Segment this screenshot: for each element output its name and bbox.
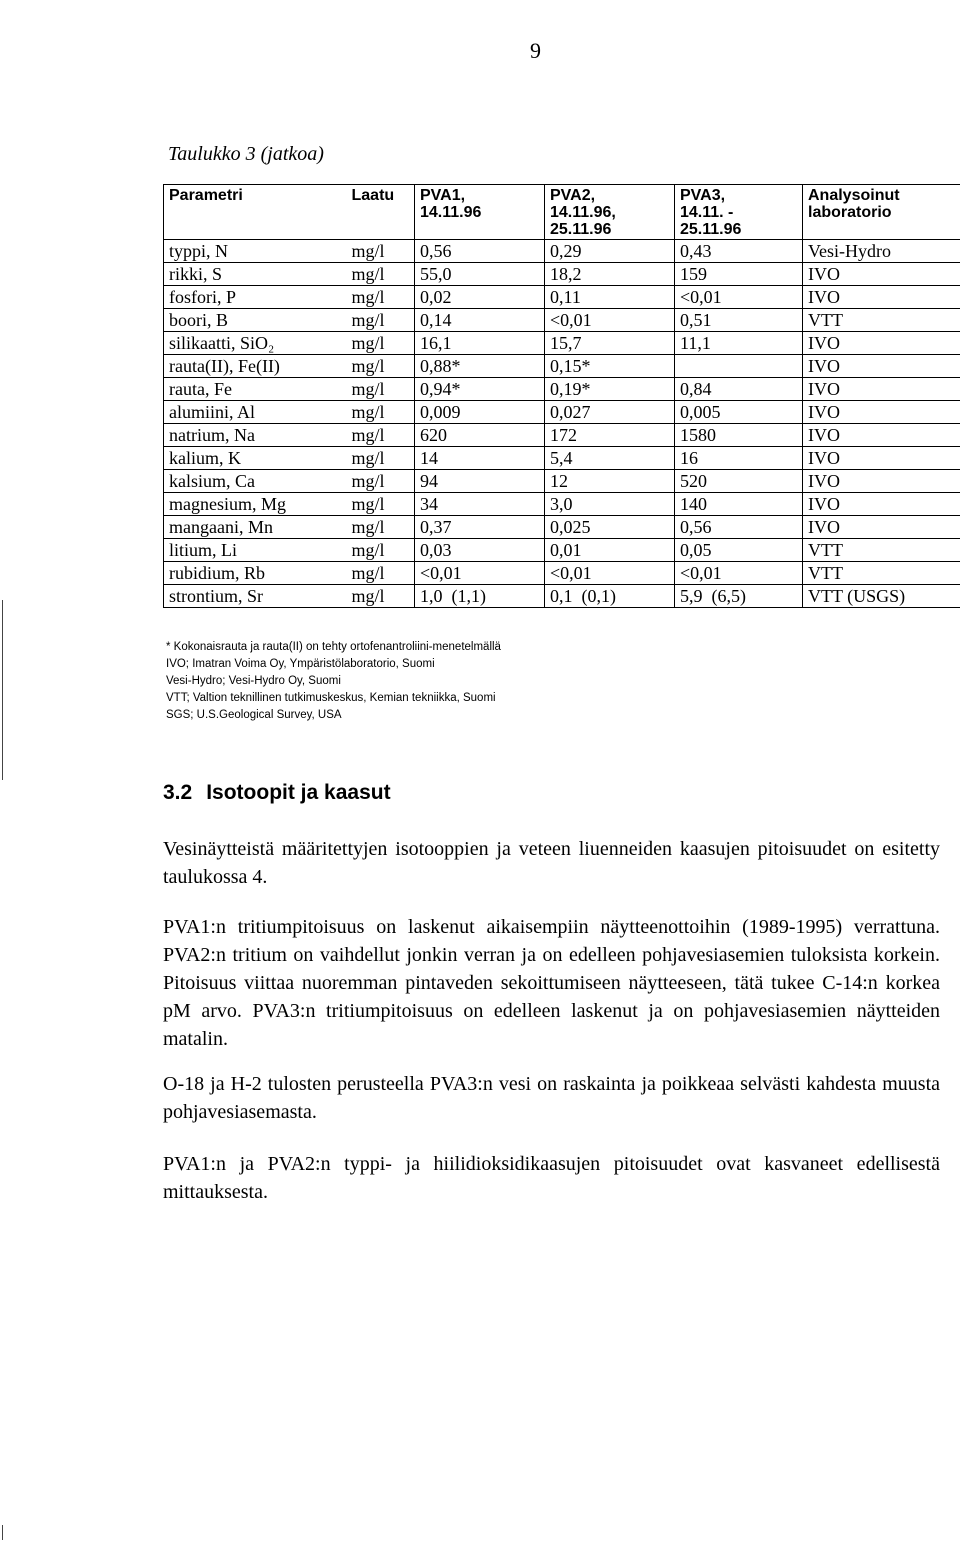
value-cell: 16,1 — [415, 332, 545, 355]
laboratory-cell: IVO — [803, 378, 960, 401]
column-header — [164, 185, 347, 240]
table-row — [164, 447, 960, 470]
unit-cell: mg/l — [347, 286, 415, 309]
value-cell: 0,027 — [545, 401, 675, 424]
column-header-line: 14.11.96, — [550, 204, 616, 221]
column-header — [675, 185, 803, 240]
column-header-line: laboratorio — [808, 204, 892, 221]
value-cell: 0,29 — [545, 240, 675, 263]
value-cell: <0,01 — [675, 286, 803, 309]
laboratory-cell: VTT (USGS) — [803, 585, 960, 608]
column-header — [803, 185, 960, 240]
parameter-cell: kalium, K — [164, 447, 347, 470]
parameter-cell: rauta, Fe — [164, 378, 347, 401]
parameter-cell: rikki, S — [164, 263, 347, 286]
table-row — [164, 355, 960, 378]
value-cell: 14 — [415, 447, 545, 470]
column-header-line: PVA3, — [680, 187, 726, 204]
value-cell: 5,9 (6,5) — [675, 585, 803, 608]
value-cell — [675, 355, 803, 378]
laboratory-cell: IVO — [803, 493, 960, 516]
unit-cell: mg/l — [347, 401, 415, 424]
parameter-cell: silikaatti, SiO₂ — [164, 332, 347, 355]
value-cell: 0,005 — [675, 401, 803, 424]
unit-cell: mg/l — [347, 447, 415, 470]
margin-rule — [2, 600, 3, 780]
laboratory-cell: VTT — [803, 562, 960, 585]
value-cell: 11,1 — [675, 332, 803, 355]
laboratory-cell: IVO — [803, 447, 960, 470]
table-header-row — [164, 185, 960, 240]
section-heading — [163, 781, 391, 805]
value-cell: 159 — [675, 263, 803, 286]
unit-cell: mg/l — [347, 470, 415, 493]
laboratory-cell: IVO — [803, 286, 960, 309]
unit-cell: mg/l — [347, 309, 415, 332]
value-cell: 0,19* — [545, 378, 675, 401]
value-cell: 620 — [415, 424, 545, 447]
value-cell: 0,009 — [415, 401, 545, 424]
parameter-cell: rauta(II), Fe(II) — [164, 355, 347, 378]
parameter-cell: kalsium, Ca — [164, 470, 347, 493]
column-header-line: 25.11.96 — [680, 221, 742, 238]
laboratory-cell: IVO — [803, 332, 960, 355]
column-header — [415, 185, 545, 240]
table-row — [164, 263, 960, 286]
unit-cell: mg/l — [347, 378, 415, 401]
parameter-cell: typpi, N — [164, 240, 347, 263]
value-cell: 0,43 — [675, 240, 803, 263]
value-cell: <0,01 — [415, 562, 545, 585]
unit-cell: mg/l — [347, 585, 415, 608]
laboratory-cell: IVO — [803, 470, 960, 493]
column-header-line: Parametri — [169, 187, 243, 204]
unit-cell: mg/l — [347, 355, 415, 378]
value-cell: 520 — [675, 470, 803, 493]
value-cell: 1,0 (1,1) — [415, 585, 545, 608]
column-header-line: 14.11. - — [680, 204, 734, 221]
column-header-line: PVA2, — [550, 187, 596, 204]
table-row — [164, 286, 960, 309]
laboratory-cell: Vesi-Hydro — [803, 240, 960, 263]
table-row — [164, 309, 960, 332]
value-cell: <0,01 — [675, 562, 803, 585]
laboratory-cell: IVO — [803, 355, 960, 378]
value-cell: 16 — [675, 447, 803, 470]
table-row — [164, 562, 960, 585]
column-header-line: PVA1, — [420, 187, 466, 204]
table-row — [164, 401, 960, 424]
table-caption: Taulukko 3 (jatkoa) — [168, 143, 324, 165]
analysis-table — [163, 184, 960, 608]
value-cell: 0,05 — [675, 539, 803, 562]
value-cell: 0,03 — [415, 539, 545, 562]
value-cell: 0,51 — [675, 309, 803, 332]
body-paragraph: Vesinäytteistä määritettyjen isotooppien ja veteen liuenneiden kaasujen pitoisuudet on esitetty taulukossa 4. — [163, 838, 940, 888]
table-body — [164, 240, 960, 608]
parameter-cell: fosfori, P — [164, 286, 347, 309]
value-cell: 5,4 — [545, 447, 675, 470]
value-cell: 0,02 — [415, 286, 545, 309]
page-number: 9 — [530, 38, 541, 63]
value-cell: 0,84 — [675, 378, 803, 401]
value-cell: 15,7 — [545, 332, 675, 355]
table-row — [164, 539, 960, 562]
parameter-cell: rubidium, Rb — [164, 562, 347, 585]
value-cell: 94 — [415, 470, 545, 493]
value-cell: 0,94* — [415, 378, 545, 401]
value-cell: 0,01 — [545, 539, 675, 562]
body-paragraph: PVA1:n tritiumpitoisuus on laskenut aikaisempiin näytteenottoihin (1989-1995) verrattuna. PVA2:n tritium on vaihdellut jonkin verran ja on edelleen pohjavesiasemien tuloksista korkein. Pitoisuus viittaa nuoremman pintaveden sekoittumiseen näytteeseen, tätä tukee C-14:n korkea pM arvo. PVA3:n tritiumpitoisuus on edelleen laskenut ja on pohjavesiasemien näytteiden matalin. — [163, 916, 940, 1050]
value-cell: 34 — [415, 493, 545, 516]
laboratory-cell: VTT — [803, 539, 960, 562]
section-number: 3.2 — [163, 781, 193, 804]
footnote-line: SGS; U.S.Geological Survey, USA — [166, 709, 342, 721]
column-header-line: 25.11.96 — [550, 221, 612, 238]
table-row — [164, 424, 960, 447]
value-cell: 0,88* — [415, 355, 545, 378]
laboratory-cell: IVO — [803, 516, 960, 539]
value-cell: 12 — [545, 470, 675, 493]
value-cell: 172 — [545, 424, 675, 447]
unit-cell: mg/l — [347, 424, 415, 447]
value-cell: 1580 — [675, 424, 803, 447]
unit-cell: mg/l — [347, 539, 415, 562]
value-cell: <0,01 — [545, 309, 675, 332]
column-header-line: Analysoinut — [808, 187, 900, 204]
value-cell: 18,2 — [545, 263, 675, 286]
value-cell: 3,0 — [545, 493, 675, 516]
unit-cell: mg/l — [347, 263, 415, 286]
table-footnotes — [166, 639, 501, 724]
unit-cell: mg/l — [347, 562, 415, 585]
laboratory-cell: IVO — [803, 424, 960, 447]
parameter-cell: natrium, Na — [164, 424, 347, 447]
column-header — [545, 185, 675, 240]
value-cell: 0,37 — [415, 516, 545, 539]
footnote-line: IVO; Imatran Voima Oy, Ympäristölaboratorio, Suomi — [166, 658, 435, 670]
value-cell: 0,1 (0,1) — [545, 585, 675, 608]
parameter-cell: boori, B — [164, 309, 347, 332]
parameter-cell: mangaani, Mn — [164, 516, 347, 539]
value-cell: 0,11 — [545, 286, 675, 309]
value-cell: 55,0 — [415, 263, 545, 286]
section-title: Isotoopit ja kaasut — [206, 781, 391, 804]
table-row — [164, 470, 960, 493]
parameter-cell: strontium, Sr — [164, 585, 347, 608]
table-row — [164, 378, 960, 401]
unit-cell: mg/l — [347, 516, 415, 539]
column-header-line: Laatu — [351, 187, 395, 204]
laboratory-cell: IVO — [803, 401, 960, 424]
value-cell: 140 — [675, 493, 803, 516]
table-row — [164, 493, 960, 516]
value-cell: 0,56 — [415, 240, 545, 263]
body-paragraph: O-18 ja H-2 tulosten perusteella PVA3:n vesi on raskainta ja poikkeaa selvästi kahdesta muusta pohjavesiasemasta. — [163, 1073, 940, 1123]
parameter-cell: magnesium, Mg — [164, 493, 347, 516]
body-paragraph: PVA1:n ja PVA2:n typpi- ja hiilidioksidikaasujen pitoisuudet ovat kasvaneet edellisestä mittauksesta. — [163, 1153, 940, 1203]
value-cell: 0,14 — [415, 309, 545, 332]
footnote-line: * Kokonaisrauta ja rauta(II) on tehty ortofenantroliini-menetelmällä — [166, 641, 501, 653]
table-row — [164, 332, 960, 355]
column-header — [347, 185, 415, 240]
footnote-line: VTT; Valtion teknillinen tutkimuskeskus, Kemian tekniikka, Suomi — [166, 692, 496, 704]
laboratory-cell: VTT — [803, 309, 960, 332]
value-cell: 0,56 — [675, 516, 803, 539]
table-row — [164, 516, 960, 539]
laboratory-cell: IVO — [803, 263, 960, 286]
value-cell: <0,01 — [545, 562, 675, 585]
footnote-line: Vesi-Hydro; Vesi-Hydro Oy, Suomi — [166, 675, 341, 687]
parameter-cell: litium, Li — [164, 539, 347, 562]
parameter-cell: alumiini, Al — [164, 401, 347, 424]
value-cell: 0,025 — [545, 516, 675, 539]
unit-cell: mg/l — [347, 493, 415, 516]
margin-rule — [2, 1525, 3, 1540]
unit-cell: mg/l — [347, 332, 415, 355]
unit-cell: mg/l — [347, 240, 415, 263]
table-row — [164, 240, 960, 263]
column-header-line: 14.11.96 — [420, 204, 482, 221]
value-cell: 0,15* — [545, 355, 675, 378]
table-row — [164, 585, 960, 608]
